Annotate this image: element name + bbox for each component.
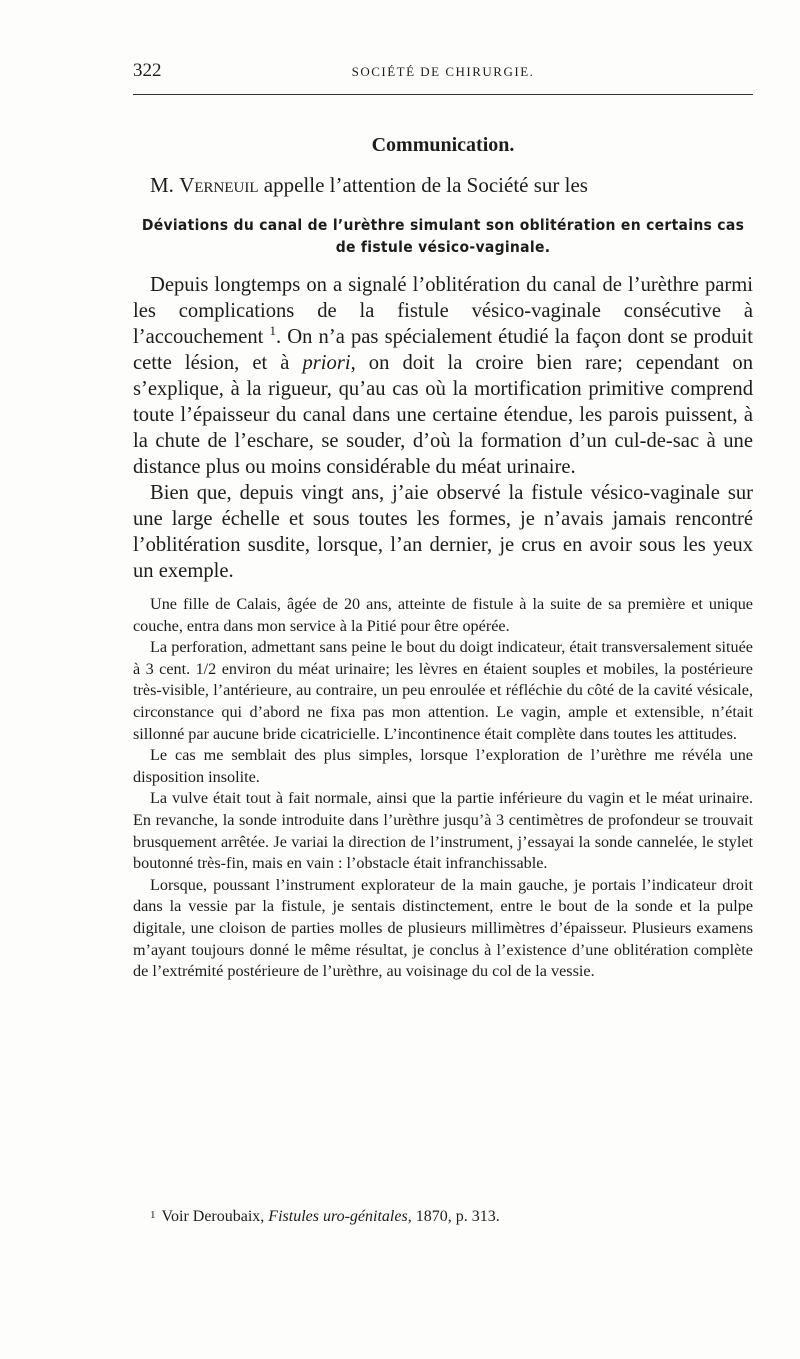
paragraph-3: Une fille de Calais, âgée de 20 ans, atteinte de fistule à la suite de sa première et unique couche, entra dans mon service à la Pitié pour être opérée. <box>133 595 753 635</box>
paragraph-2: Bien que, depuis vingt ans, j’aie observé la fistule vésico-vaginale sur une large échelle et sous toutes les formes, je n’avais jamais rencontré l’oblitération susdite, lorsque, l’an dernier, je crus en avoir sous les yeux un exemple. <box>133 482 753 582</box>
page-body <box>133 130 753 983</box>
footnote-suffix: , 1870, p. 313. <box>407 1208 500 1225</box>
footnote-title: Fistules uro-génitales <box>268 1208 408 1225</box>
footnote-reference: 1 <box>269 323 276 339</box>
intro-line <box>150 170 753 200</box>
page-number: 322 <box>133 60 162 81</box>
article-subtitle: Déviations du canal de l’urèthre simulant son oblitération en certains cas de fistule vésico-vaginale. <box>141 216 745 256</box>
paragraph-5: Le cas me semblait des plus simples, lorsque l’exploration de l’urèthre me révéla une disposition insolite. <box>133 746 753 786</box>
paragraph-1 <box>133 272 753 480</box>
footnote-prefix: Voir Deroubaix, <box>161 1208 269 1225</box>
footnote-mark: 1 <box>150 1209 156 1221</box>
author-name: Verneuil <box>179 173 259 197</box>
page-header <box>133 60 753 86</box>
section-title: Communication. <box>371 134 515 156</box>
paragraph-4: La perforation, admettant sans peine le bout du doigt indicateur, était transversalement située à 3 cent. 1/2 environ du méat urinaire; les lèvres en étaient souples et mobiles, la postérieure très-visible, l’antérieure, au contraire, un peu enroulée et réfléchie du côté de la cavité vésicale, circonstance qui d’abord ne fixa pas mon attention. Le vagin, ample et extensible, n’était sillonné par aucune bride cicatricielle. L’incontinence était complète dans toutes les attitudes. <box>133 638 753 743</box>
paragraph-7: Lorsque, poussant l’instrument explorateur de la main gauche, je portais l’indicateur droit dans la vessie par la fistule, je sentais distinctement, entre le bout de la sonde et la pulpe digitale, une cloison de parties molles de plusieurs millimètres d’épaisseur. Plusieurs examens m’ayant toujours donné le même résultat, je conclus à l’existence d’une oblitération complète de l’extrémité postérieure de l’urèthre, au voisinage du col de la vessie. <box>133 875 753 981</box>
paragraph-1-part-b: . On n’a pas spécialement étudié la façon dont se produit cette lésion, et à <box>133 326 753 374</box>
footnote <box>150 1208 500 1226</box>
header-rule <box>133 94 753 95</box>
intro-rest: appelle l’attention de la Société sur les <box>258 173 588 197</box>
paragraph-1-part-a: Depuis longtemps on a signalé l’oblitération du canal de l’urèthre parmi les complications de la fistule vésico-vaginale consécutive à l’accouchement <box>133 274 753 348</box>
paragraph-1-part-c: , on doit la croire bien rare; cependant on s’explique, à la rigueur, qu’au cas où la mortification primitive comprend toute l’épaisseur du canal dans une certaine étendue, les parois puissent, à la chute de l’eschare, se souder, d’où la formation d’un cul-de-sac à une distance plus ou moins considérable du méat urinaire. <box>133 352 753 478</box>
running-title: SOCIÉTÉ DE CHIRURGIE. <box>351 64 535 79</box>
paragraph-1-italic: priori <box>302 352 351 374</box>
paragraph-6: La vulve était tout à fait normale, ainsi que la partie inférieure du vagin et le méat urinaire. En revanche, la sonde introduite dans l’urèthre jusqu’à 3 centimètres de profondeur se trouvait brusquement arrêtée. Je variai la direction de l’instrument, j’essayai la sonde cannelée, le stylet boutonné très-fin, mais en vain : l’obstacle était infranchissable. <box>133 789 753 873</box>
intro-prefix: M. <box>150 173 180 197</box>
